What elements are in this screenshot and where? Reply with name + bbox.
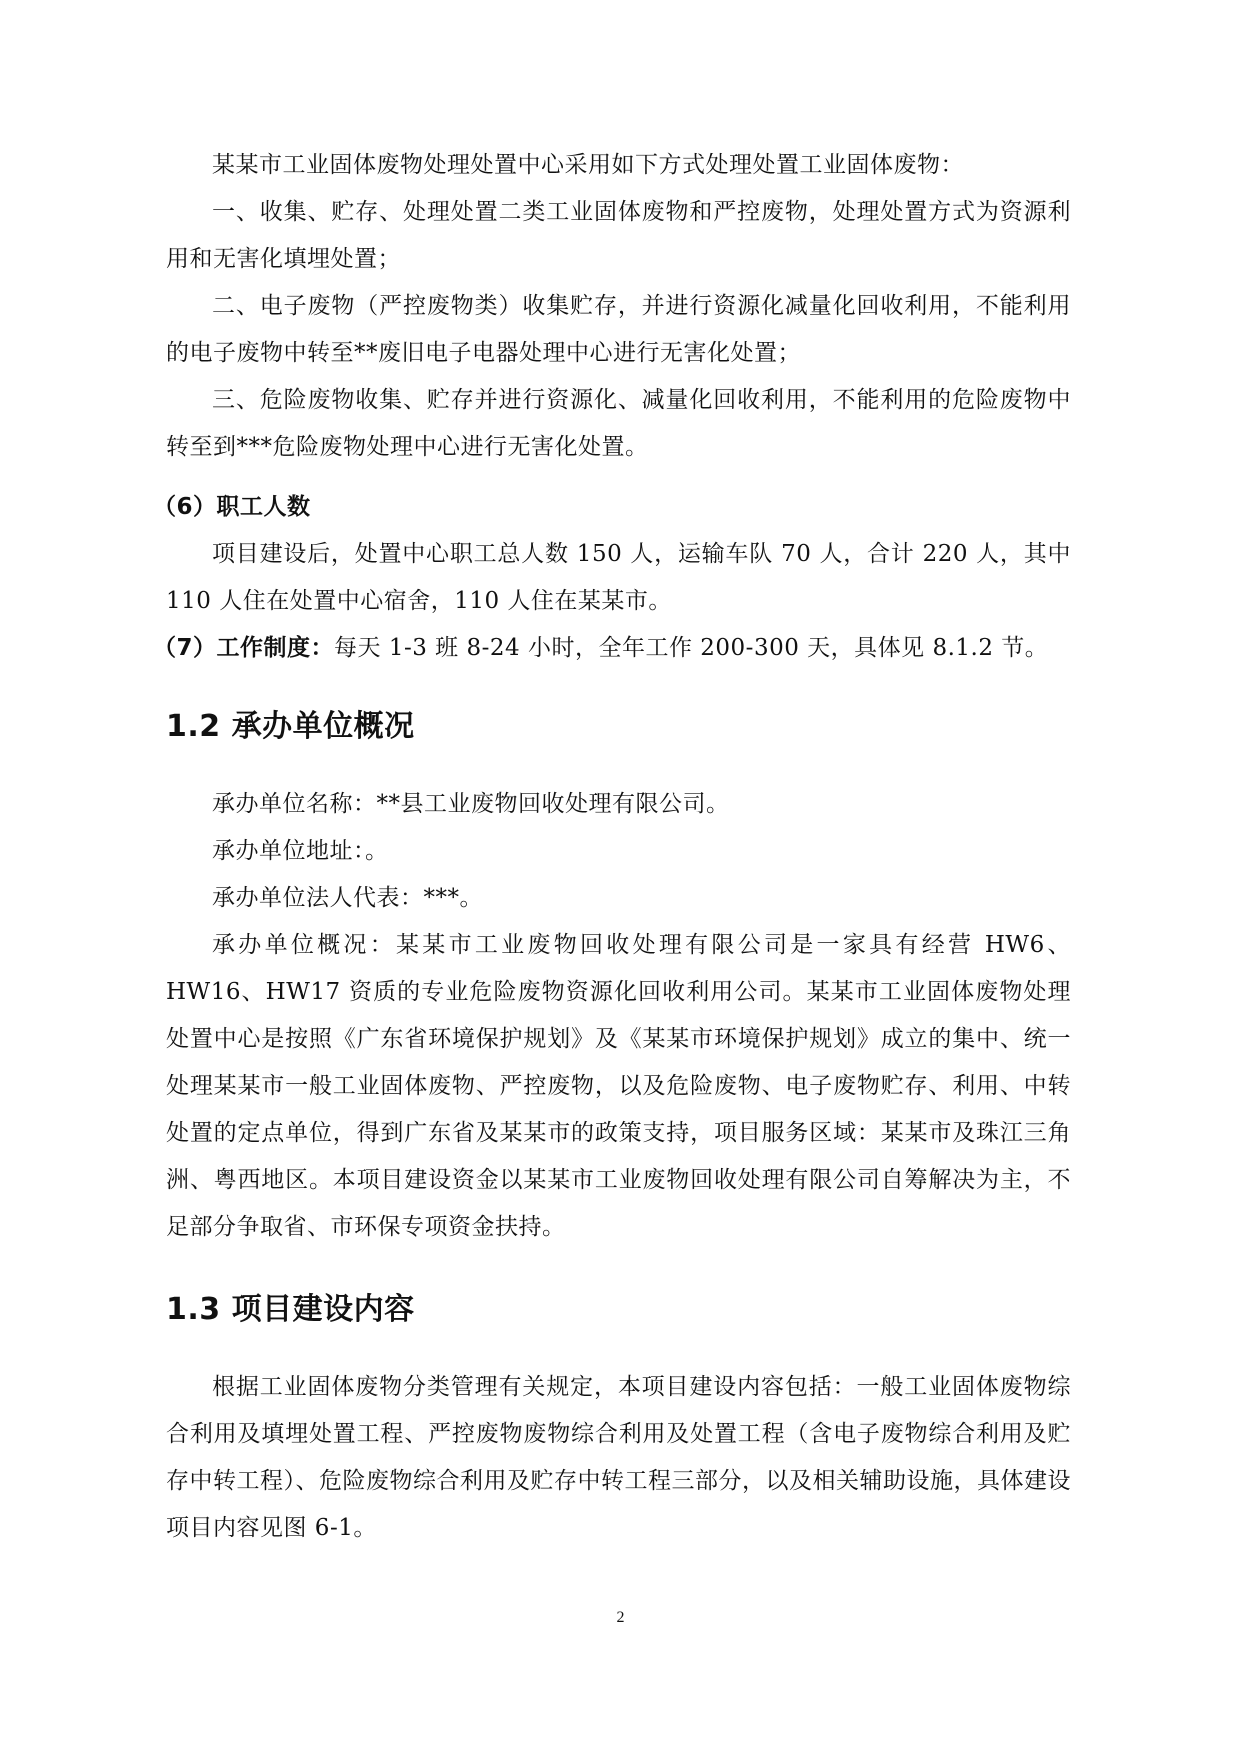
section-heading-1-2: 1.2 承办单位概况 bbox=[166, 709, 415, 744]
unit-name: 承办单位名称：**县工业废物回收处理有限公司。 bbox=[212, 791, 730, 817]
page-number: 2 bbox=[616, 1609, 625, 1626]
unit-address: 承办单位地址：。 bbox=[212, 838, 389, 864]
staff-paragraph: 项目建设后，处置中心职工总人数 150 人，运输车队 70 人，合计 220 人，其中 110 人住在处置中心宿舍，110 人住在某某市。 bbox=[166, 541, 1071, 614]
method-item-1: 一、收集、贮存、处理处置二类工业固体废物和严控废物，处理处置方式为资源利用和无害化填埋处置； bbox=[166, 199, 1071, 272]
method-item-2: 二、电子废物（严控废物类）收集贮存，并进行资源化减量化回收利用，不能利用的电子废物中转至**废旧电子电器处理中心进行无害化处置； bbox=[166, 293, 1071, 366]
unit-overview-paragraph: 承办单位概况：某某市工业废物回收处理有限公司是一家具有经营 HW6、HW16、HW17 资质的专业危险废物资源化回收利用公司。某某市工业固体废物处理处置中心是按照《广东省环境保护规划》及《某某市环境保护规划》成立的集中、统一处理某某市一般工业固体废物、严控废物，以及危险废物、电子废物贮存、利用、中转处置的定点单位，得到广东省及某某市的政策支持，项目服务区域：某某市及珠江三角洲、粤西地区。本项目建设资金以某某市工业废物回收处理有限公司自筹解决为主，不足部分争取省、市环保专项资金扶持。 bbox=[166, 932, 1071, 1240]
work-system-text: 每天 1-3 班 8-24 小时，全年工作 200-300 天，具体见 8.1.2 节。 bbox=[334, 635, 1049, 661]
intro-paragraph: 某某市工业固体废物处理处置中心采用如下方式处理处置工业固体废物： bbox=[212, 152, 964, 178]
method-item-3: 三、危险废物收集、贮存并进行资源化、减量化回收利用，不能利用的危险废物中转至到***危险废物处理中心进行无害化处置。 bbox=[166, 387, 1071, 460]
section-heading-1-3: 1.3 项目建设内容 bbox=[166, 1292, 415, 1327]
unit-legal-representative: 承办单位法人代表：***。 bbox=[212, 885, 483, 911]
construction-content-paragraph: 根据工业固体废物分类管理有关规定，本项目建设内容包括：一般工业固体废物综合利用及填埋处置工程、严控废物废物综合利用及处置工程（含电子废物综合利用及贮存中转工程）、危险废物综合利用及贮存中转工程三部分，以及相关辅助设施，具体建设项目内容见图 6-1。 bbox=[166, 1374, 1071, 1541]
staff-label: （6）职工人数 bbox=[153, 494, 311, 520]
work-system-label: （7）工作制度： bbox=[153, 635, 335, 661]
work-system-line bbox=[153, 625, 1048, 672]
